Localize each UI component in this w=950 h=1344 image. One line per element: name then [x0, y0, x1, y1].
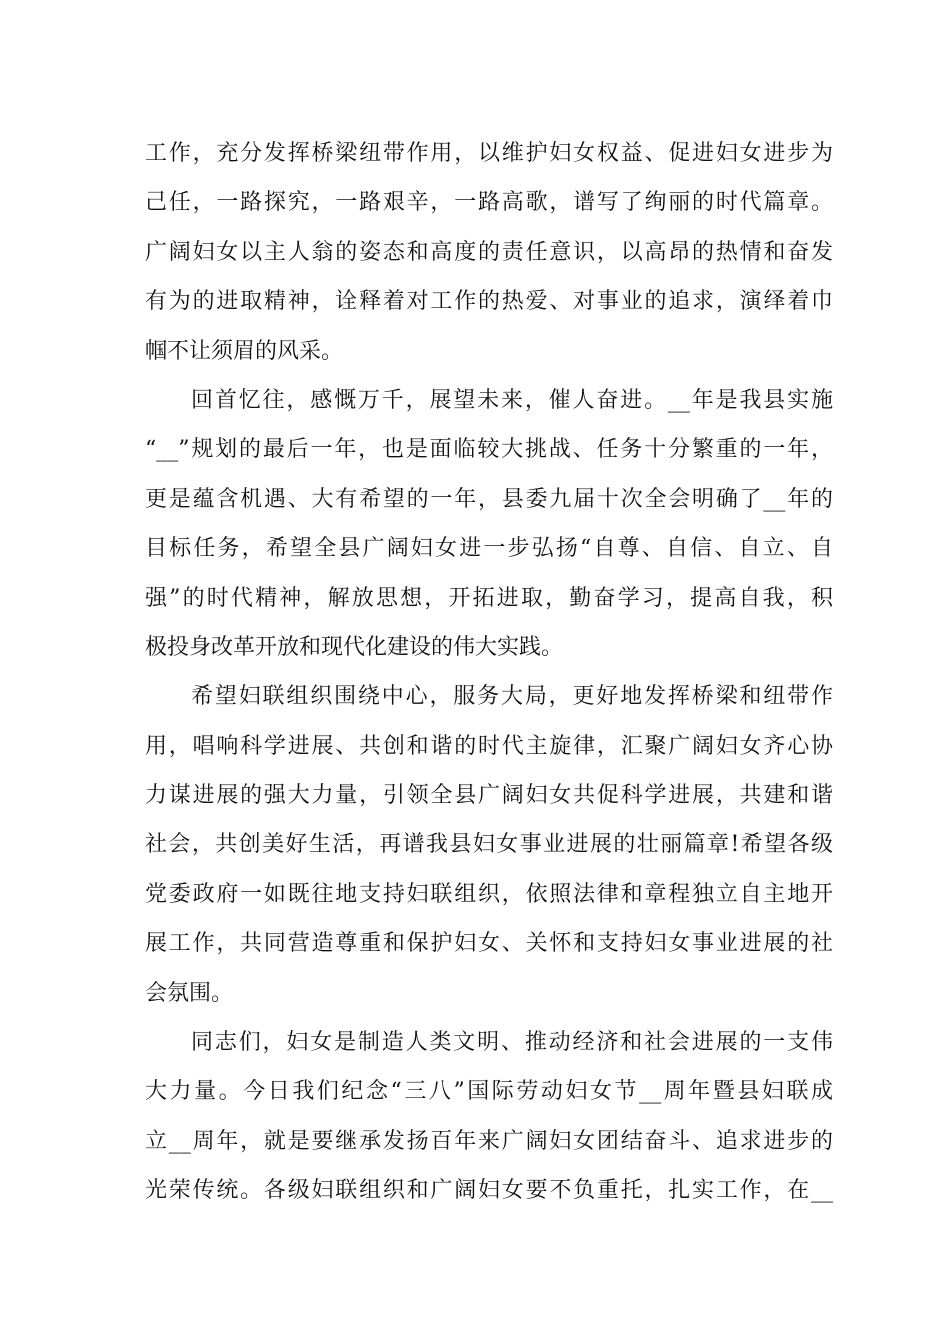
text-line: 更是蕴含机遇、大有希望的一年，县委九届十次全会明确了__年的 [145, 486, 833, 512]
text-line: 光荣传统。各级妇联组织和广阔妇女要不负重托，扎实工作，在__ [145, 1178, 833, 1204]
paragraph-4 [145, 1018, 833, 1216]
text-line: 展工作，共同营造尊重和保护妇女、关怀和支持妇女事业进展的社 [145, 931, 833, 957]
text-line: 会氛围。 [145, 980, 234, 1006]
text-line: 用，唱响科学进展、共创和谐的时代主旋律，汇聚广阔妇女齐心协 [145, 733, 833, 759]
text-line: 社会，共创美好生活，再谱我县妇女事业进展的壮丽篇章!希望各级 [145, 832, 833, 858]
text-line: 回首忆往，感慨万千，展望未来，催人奋进。__年是我县实施 [191, 387, 833, 413]
text-line: 立__周年，就是要继承发扬百年来广阔妇女团结奋斗、追求进步的 [145, 1128, 833, 1154]
paragraph-1 [145, 129, 833, 376]
paragraph-2 [145, 376, 833, 672]
text-line: 广阔妇女以主人翁的姿态和高度的责任意识，以高昂的热情和奋发 [145, 239, 833, 265]
body-text [145, 129, 833, 1216]
text-line: 力谋进展的强大力量，引领全县广阔妇女共促科学进展，共建和谐 [145, 783, 833, 809]
text-line: 大力量。今日我们纪念“三八”国际劳动妇女节__周年暨县妇联成 [145, 1079, 833, 1105]
text-line: 帼不让须眉的风采。 [145, 338, 344, 364]
text-line: 有为的进取精神，诠释着对工作的热爱、对事业的追求，演绎着巾 [145, 289, 833, 315]
text-line: “__”规划的最后一年，也是面临较大挑战、任务十分繁重的一年， [145, 437, 833, 463]
text-line: 强”的时代精神，解放思想，开拓进取，勤奋学习，提高自我，积 [145, 585, 833, 611]
text-line: 希望妇联组织围绕中心，服务大局，更好地发挥桥梁和纽带作 [191, 684, 833, 710]
text-line: 己任，一路探究，一路艰辛，一路高歌，谱写了绚丽的时代篇章。 [145, 190, 833, 216]
text-line: 工作，充分发挥桥梁纽带作用，以维护妇女权益、促进妇女进步为 [145, 141, 833, 166]
text-line: 党委政府一如既往地支持妇联组织，依照法律和章程独立自主地开 [145, 881, 833, 907]
text-line: 同志们，妇女是制造人类文明、推动经济和社会进展的一支伟 [191, 1030, 833, 1056]
text-line: 目标任务，希望全县广阔妇女进一步弘扬“自尊、自信、自立、自 [145, 536, 833, 562]
text-line: 极投身改革开放和现代化建设的伟大实践。 [145, 634, 564, 660]
paragraph-3 [145, 672, 833, 1018]
